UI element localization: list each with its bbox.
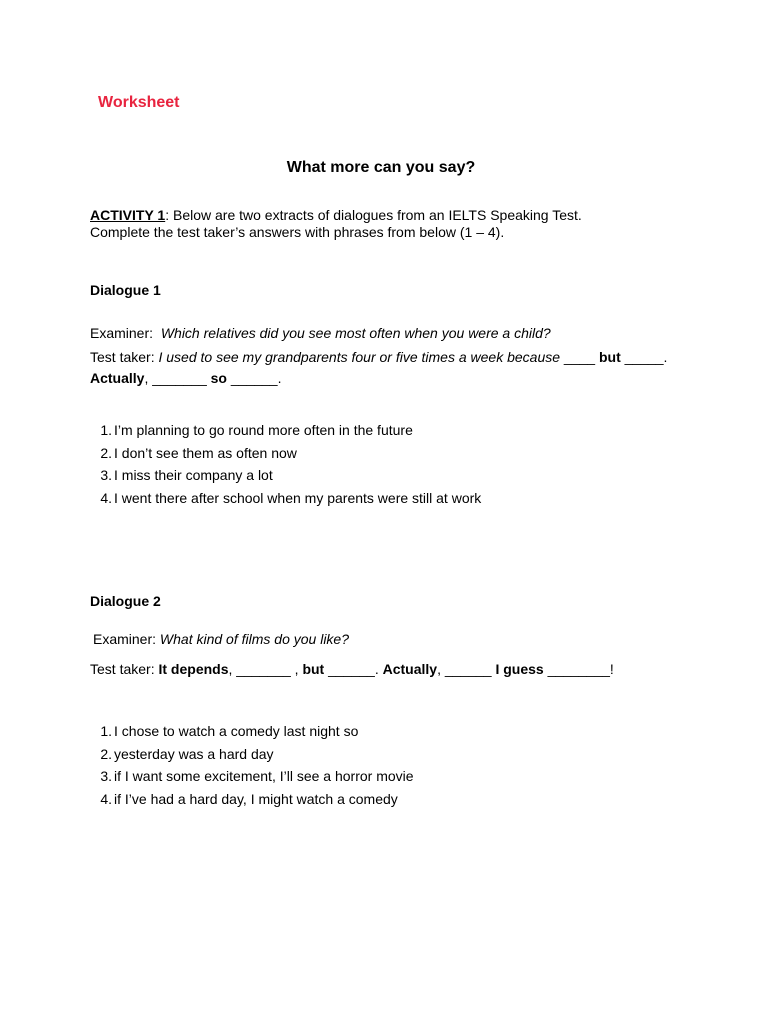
page-title: What more can you say? [286,159,476,176]
blank-4: ______. [226,370,282,386]
i-guess-phrase: I guess [495,661,544,677]
list-item-number: 2. [100,745,112,762]
it-depends-phrase: It depends [158,661,229,677]
blank-4: ________! [543,661,614,677]
taker-answer-text: I used to see my grandparents four or five times a week because [158,349,561,365]
examiner-label: Examiner: [90,325,154,341]
taker-label: Test taker: [90,661,155,677]
list-item [100,745,414,769]
list-item [100,444,481,468]
list-item-text: I went there after school when my parents were still at work [114,489,482,506]
list-item-text: I chose to watch a comedy last night so [114,723,359,739]
actually-word: Actually [382,661,438,677]
list-item-number: 3. [100,768,112,784]
activity-label: ACTIVITY 1 [90,207,166,223]
dialogue-2-heading: Dialogue 2 [90,593,161,609]
blank-2: _____. [620,349,668,365]
worksheet-label: Worksheet [98,94,180,111]
list-item [100,768,414,791]
blank-3: , ______ [437,661,496,677]
blank-2: ______. [324,661,383,677]
list-item [100,790,414,814]
dialogue-2-phrase-list [100,723,414,813]
list-item [100,489,482,513]
dialogue-1-heading: Dialogue 1 [90,282,161,298]
examiner-question: What kind of films do you like? [159,631,350,647]
list-item-number: 2. [100,444,112,461]
list-item-text: if I’ve had a hard day, I might watch a comedy [114,790,398,807]
dialogue-1-taker-line-1 [90,349,667,365]
but-word: but [302,661,325,677]
list-item-number: 1. [100,422,112,438]
actually-word: Actually [90,370,145,386]
dialogue-1-taker-line-2 [90,370,281,386]
list-item-text: I miss their company a lot [114,467,273,483]
so-word: so [210,370,227,386]
list-item-number: 4. [100,790,112,807]
examiner-label: Examiner: [93,631,157,647]
taker-label: Test taker: [90,349,155,365]
list-item-number: 4. [100,489,112,506]
dialogue-2-taker-line [90,661,614,677]
list-item [100,723,414,746]
blank-1: ____ [560,349,599,365]
activity-line-1-text: : Below are two extracts of dialogues from an IELTS Speaking Test. [165,207,582,223]
list-item-number: 3. [100,467,112,483]
examiner-question: Which relatives did you see most often when you were a child? [160,325,551,341]
list-item-text: yesterday was a hard day [114,745,274,762]
list-item-text: I don’t see them as often now [114,444,297,461]
activity-instructions [90,207,582,241]
list-item [100,422,481,445]
activity-line-1 [90,207,582,224]
but-word: but [598,349,621,365]
list-item-number: 1. [100,723,112,739]
dialogue-1-examiner-line [90,325,551,341]
list-item [100,467,481,490]
blank-3: , _______ [144,370,211,386]
dialogue-1-phrase-list [100,422,482,512]
dialogue-2-examiner-line [93,631,349,647]
activity-line-2: Complete the test taker’s answers with phrases from below (1 – 4). [90,224,505,240]
list-item-text: if I want some excitement, I’ll see a horror movie [114,768,414,784]
list-item-text: I’m planning to go round more often in the future [114,422,413,438]
blank-1: , _______ , [228,661,303,677]
